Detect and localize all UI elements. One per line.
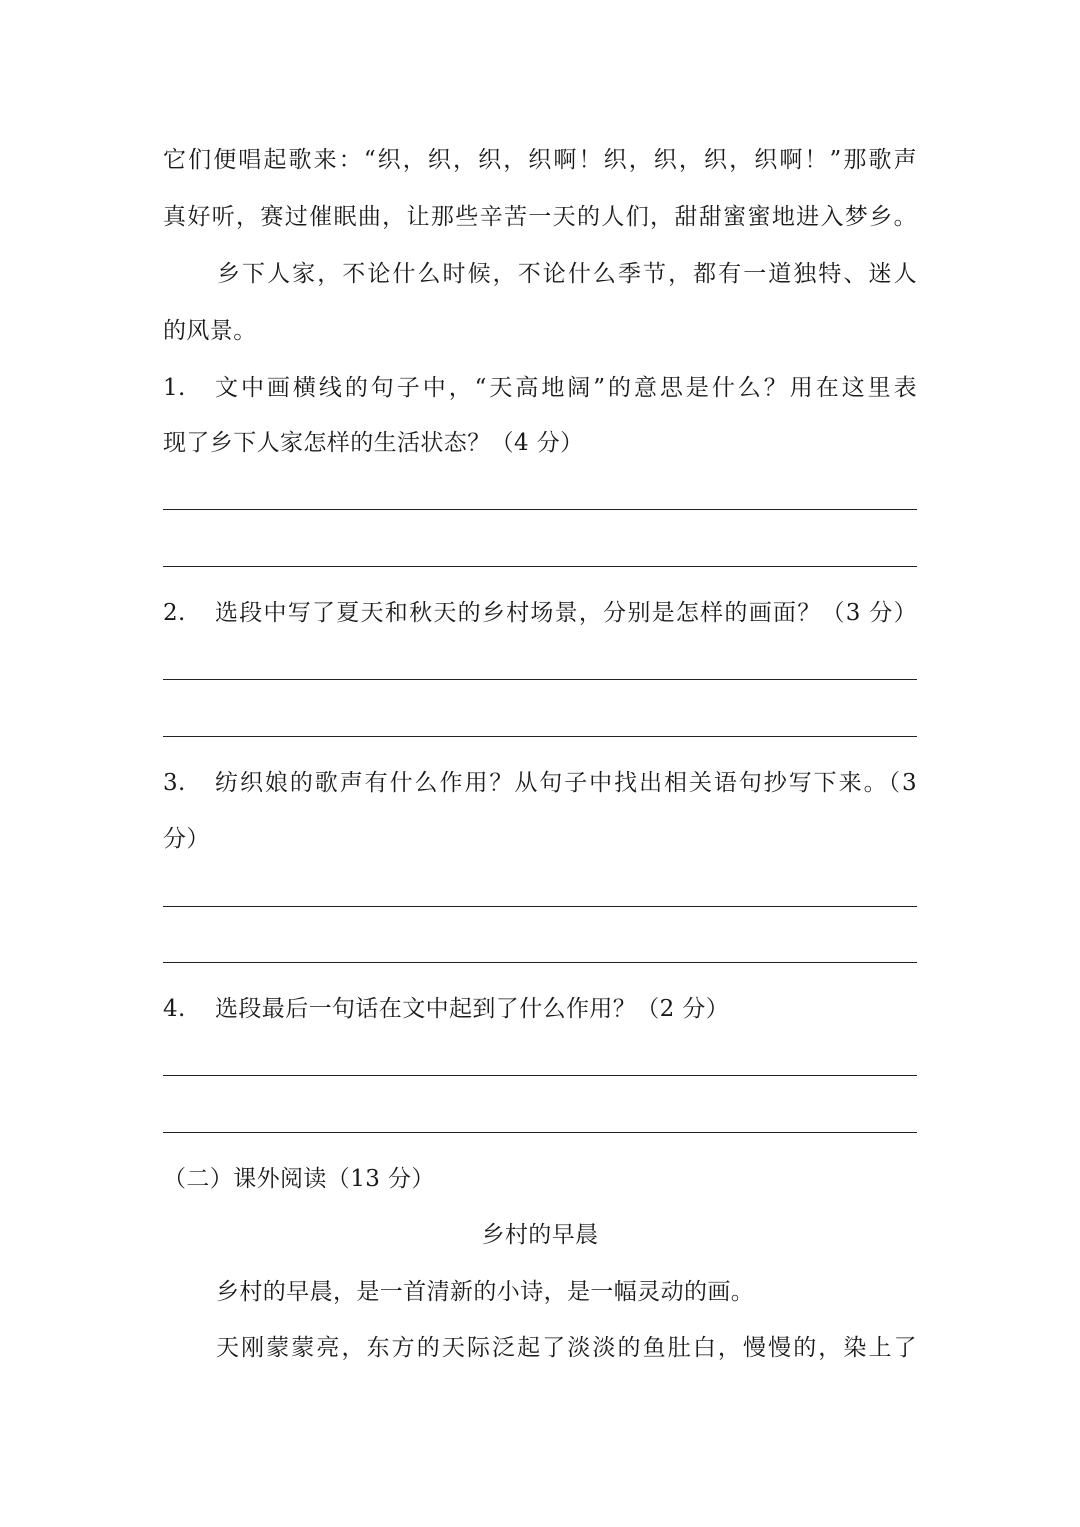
- answer-line-4b[interactable]: [163, 1132, 917, 1133]
- question-2-text: 选段中写了夏天和秋天的乡村场景，分别是怎样的画面？（3 分）: [215, 600, 917, 626]
- question-1-text-line2: 现了乡下人家怎样的生活状态？（4 分）: [163, 430, 584, 456]
- question-4-number: 4.: [163, 996, 186, 1022]
- question-3-text-line2: 分）: [163, 826, 210, 852]
- answer-line-2b[interactable]: [163, 736, 917, 737]
- question-4-text: 选段最后一句话在文中起到了什么作用？（2 分）: [215, 996, 730, 1022]
- reading-title: 乡村的早晨: [481, 1222, 599, 1248]
- answer-line-1b[interactable]: [163, 566, 917, 567]
- answer-line-2a[interactable]: [163, 679, 917, 680]
- answer-line-3a[interactable]: [163, 906, 917, 907]
- section-heading: （二）课外阅读（13 分）: [163, 1166, 435, 1192]
- passage-p2-line2: 的风景。: [163, 318, 257, 344]
- question-1-number: 1.: [163, 375, 186, 401]
- question-3-number: 3.: [163, 770, 186, 796]
- question-2-number: 2.: [163, 600, 186, 626]
- reading-p1: 乡村的早晨，是一首清新的小诗，是一幅灵动的画。: [216, 1279, 755, 1305]
- question-3-text-line1: 纺织娘的歌声有什么作用？从句子中找出相关语句抄写下来。（3: [215, 770, 917, 796]
- question-1-text-line1: 文中画横线的句子中，“天高地阔”的意思是什么？用在这里表: [215, 375, 917, 401]
- answer-line-3b[interactable]: [163, 962, 917, 963]
- passage-p2-line1: 乡下人家，不论什么时候，不论什么季节，都有一道独特、迷人: [217, 261, 917, 287]
- reading-p2-line1: 天刚蒙蒙亮，东方的天际泛起了淡淡的鱼肚白，慢慢的，染上了: [216, 1335, 917, 1361]
- answer-line-1a[interactable]: [163, 509, 917, 510]
- passage-p1-line1: 它们便唱起歌来：“织，织，织，织啊！织，织，织，织啊！”那歌声: [163, 147, 917, 173]
- passage-p1-line2: 真好听，赛过催眠曲，让那些辛苦一天的人们，甜甜蜜蜜地进入梦乡。: [163, 204, 917, 230]
- answer-line-4a[interactable]: [163, 1075, 917, 1076]
